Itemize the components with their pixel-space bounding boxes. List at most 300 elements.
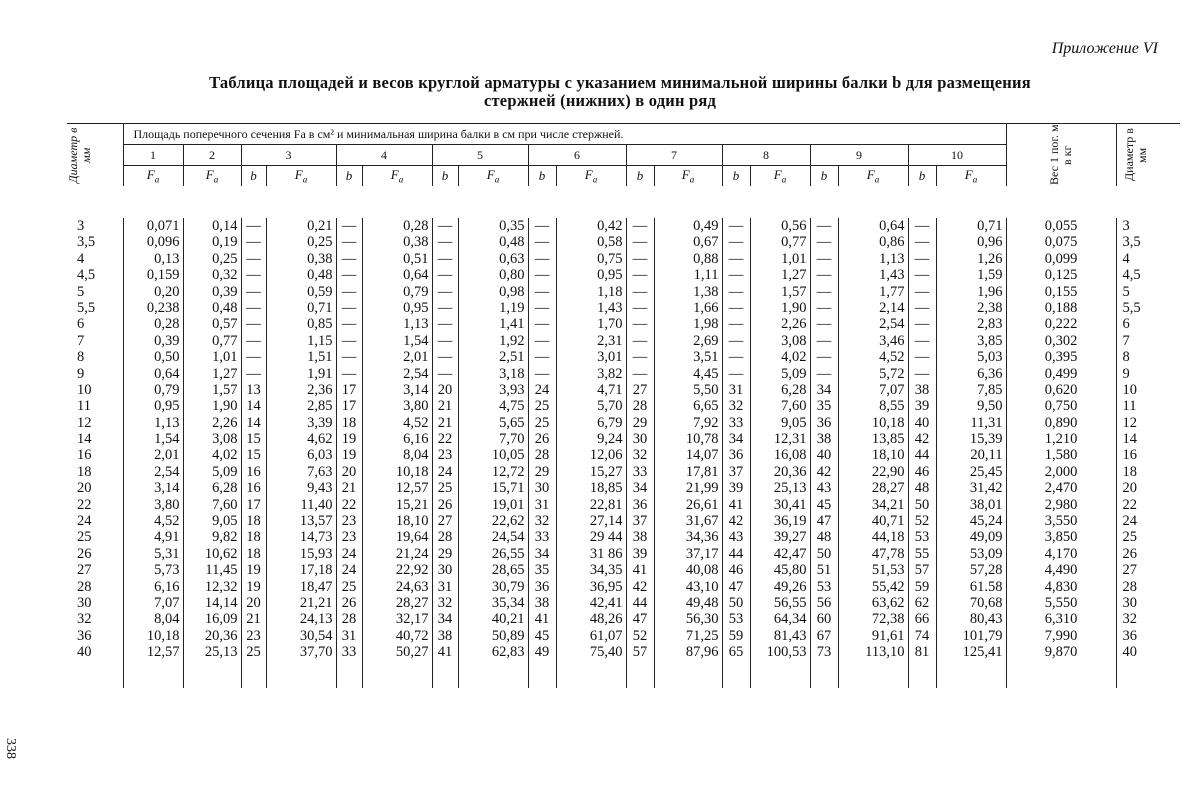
table-cell: 57,28: [969, 562, 1003, 579]
table-cell: 21,21: [299, 594, 333, 611]
table-cell: 42: [816, 463, 832, 480]
table-cell: 36: [534, 578, 550, 595]
table-cell: 19: [341, 447, 357, 464]
bar-count-header: 9: [810, 145, 908, 166]
table-cell: 30: [437, 562, 453, 579]
table-cell: 0,79: [403, 283, 429, 300]
table-cell: 4,170: [1044, 545, 1078, 562]
table-cell: 5: [77, 283, 85, 300]
table-cell: —: [341, 349, 357, 366]
table-cell: —: [341, 316, 357, 333]
table-cell: 1,57: [212, 381, 238, 398]
table-cell: 18: [341, 414, 357, 431]
weight-header-text: Вес 1 пог. м в кг: [1047, 124, 1074, 186]
table-cell: 0,64: [154, 365, 180, 382]
table-cell: 0,98: [499, 283, 525, 300]
table-cell: 6,03: [307, 447, 333, 464]
table-cell: 38: [816, 431, 832, 448]
table-cell: 12,72: [491, 463, 525, 480]
table-cell: 39: [914, 398, 930, 415]
table-cell: 36: [728, 447, 744, 464]
table-cell: 0,750: [1044, 398, 1078, 415]
table-cell: 43: [728, 529, 744, 546]
table-cell: 5,72: [879, 365, 905, 382]
table-cell: 5,09: [781, 365, 807, 382]
table-cell: 0,620: [1044, 381, 1078, 398]
table-cell: 4,02: [212, 447, 238, 464]
table-cell: 31,42: [969, 480, 1003, 497]
weight-header: [1006, 124, 1116, 186]
table-cell: 36,19: [773, 513, 807, 530]
table-cell: —: [437, 234, 453, 251]
table-cell: 2,54: [154, 463, 180, 480]
table-cell: —: [246, 349, 261, 366]
table-cell: 4,52: [879, 349, 905, 366]
table-cell: 38: [914, 381, 930, 398]
table-cell: 50: [914, 496, 930, 513]
table-cell: 1,98: [693, 316, 719, 333]
table-cell: 22: [341, 496, 357, 513]
table-cell: 11: [1122, 398, 1137, 415]
table-cell: 10,18: [146, 627, 180, 644]
table-cell: —: [728, 267, 744, 284]
table-cell: 31,67: [685, 513, 719, 530]
table-cell: 32: [1122, 611, 1137, 628]
table-cell: 62,83: [491, 644, 525, 661]
table-cell: —: [816, 218, 832, 234]
table-cell: —: [341, 365, 357, 382]
body-spacer-cell: [67, 186, 1156, 218]
table-cell: —: [816, 283, 832, 300]
table-cell: 3,51: [693, 349, 719, 366]
table-cell: 0,71: [977, 218, 1003, 234]
table-cell: —: [632, 218, 648, 234]
table-cell: 0,38: [403, 234, 429, 251]
column-diameters: [67, 218, 123, 688]
table-cell: 9,50: [977, 398, 1003, 415]
table-cell: 4,71: [597, 381, 623, 398]
table-cell: 19,64: [395, 529, 429, 546]
table-cell: —: [632, 349, 648, 366]
table-cell: 81,43: [773, 627, 807, 644]
table-cell: 0,95: [403, 299, 429, 316]
table-cell: 37: [632, 513, 648, 530]
table-cell: 0,25: [212, 250, 238, 267]
table-cell: 62: [914, 594, 930, 611]
table-cell: —: [534, 283, 550, 300]
table-cell: 35: [534, 562, 550, 579]
table-cell: 0,28: [154, 316, 180, 333]
table-cell: —: [246, 234, 261, 251]
table-cell: 101,79: [962, 627, 1003, 644]
table-cell: 52: [914, 513, 930, 530]
column-fa7: [654, 218, 722, 688]
table-cell: 1,51: [307, 349, 333, 366]
table-cell: 34: [534, 545, 550, 562]
area-subheader: $F_a$: [936, 166, 1006, 187]
table-cell: 25,13: [773, 480, 807, 497]
table-cell: 28,65: [491, 562, 525, 579]
table-cell: 2,980: [1044, 496, 1078, 513]
table-cell: 0,77: [212, 332, 238, 349]
table-cell: 40,71: [871, 513, 905, 530]
table-cell: 18: [246, 545, 261, 562]
table-cell: 5,5: [77, 299, 96, 316]
table-cell: —: [632, 299, 648, 316]
table-cell: 0,39: [212, 283, 238, 300]
table-cell: 19,01: [491, 496, 525, 513]
table-cell: 1,70: [597, 316, 623, 333]
table-cell: 26: [1122, 545, 1137, 562]
table-cell: 49,09: [969, 529, 1003, 546]
table-cell: —: [728, 332, 744, 349]
table-cell: 14,73: [299, 529, 333, 546]
table-cell: 1,26: [977, 250, 1003, 267]
table-cell: 0,48: [212, 299, 238, 316]
table-cell: 37,70: [299, 644, 333, 661]
table-cell: 3,01: [597, 349, 623, 366]
table-cell: 41: [728, 496, 744, 513]
table-cell: 0,099: [1044, 250, 1078, 267]
table-cell: 21: [437, 414, 453, 431]
table-cell: 22,90: [871, 463, 905, 480]
table-cell: 34: [632, 480, 648, 497]
table-cell: 1,19: [499, 299, 525, 316]
table-cell: 4: [77, 250, 85, 267]
diameter-header-left-text: Диаметр в мм: [66, 127, 93, 183]
beam-width-subheader: b: [626, 166, 654, 187]
table-cell: 17: [246, 496, 261, 513]
table-cell: 32: [437, 594, 453, 611]
body-spacer: [67, 186, 1156, 218]
table-cell: 49,48: [685, 594, 719, 611]
table-cell: 4,62: [307, 431, 333, 448]
table-cell: 35,34: [491, 594, 525, 611]
table-cell: 1,01: [781, 250, 807, 267]
table-cell: 16: [246, 480, 261, 497]
table-cell: 12,57: [395, 480, 429, 497]
table-cell: —: [341, 218, 357, 234]
table-cell: 3,82: [597, 365, 623, 382]
table-cell: 25: [534, 414, 550, 431]
table-cell: 4,52: [154, 513, 180, 530]
beam-width-subheader: b: [528, 166, 556, 187]
table-cell: 1,77: [879, 283, 905, 300]
table-cell: 2,83: [977, 316, 1003, 333]
table-cell: 45,80: [773, 562, 807, 579]
table-cell: 61.58: [969, 578, 1003, 595]
table-cell: 40,08: [685, 562, 719, 579]
page-number: 338: [3, 738, 18, 759]
table-cell: 8,04: [403, 447, 429, 464]
table-cell: 5,50: [693, 381, 719, 398]
table-cell: —: [341, 250, 357, 267]
table-cell: 65: [728, 644, 744, 661]
table-cell: 10,18: [395, 463, 429, 480]
table-cell: 25: [246, 644, 261, 661]
table-cell: 34,35: [589, 562, 623, 579]
table-cell: 39: [728, 480, 744, 497]
table-cell: 113,10: [865, 644, 905, 661]
table-cell: 4,45: [693, 365, 719, 382]
table-cell: 22: [437, 431, 453, 448]
table-cell: 23: [341, 513, 357, 530]
table-cell: 12: [77, 414, 92, 431]
table-cell: 33: [534, 529, 550, 546]
table-cell: 42,41: [589, 594, 623, 611]
column-b4: [336, 218, 362, 688]
table-cell: 4,52: [403, 414, 429, 431]
diameter-header-right-text: Диаметр в мм: [1122, 128, 1150, 182]
table-cell: 36: [77, 627, 92, 644]
table-cell: 1,41: [499, 316, 525, 333]
table-cell: 27: [77, 562, 92, 579]
table-cell: 36: [1122, 627, 1137, 644]
table-cell: —: [437, 332, 453, 349]
table-cell: 7,85: [977, 381, 1003, 398]
table-cell: 2,26: [212, 414, 238, 431]
table-cell: —: [534, 316, 550, 333]
table-cell: 2,14: [879, 299, 905, 316]
table-cell: 59: [914, 578, 930, 595]
column-b8: [722, 218, 750, 688]
table-cell: 34: [816, 381, 832, 398]
beam-width-subheader: b: [336, 166, 362, 187]
table-cell: 10: [77, 381, 92, 398]
table-cell: 23: [246, 627, 261, 644]
table-cell: 8,04: [154, 611, 180, 628]
table-cell: 3,46: [879, 332, 905, 349]
table-cell: 6,36: [977, 365, 1003, 382]
table-cell: 14: [77, 431, 92, 448]
beam-width-subheader: b: [908, 166, 936, 187]
table-cell: 7,60: [212, 496, 238, 513]
area-subheader: $F_a$: [362, 166, 432, 187]
table-cell: 18,47: [299, 578, 333, 595]
table-cell: 47: [816, 513, 832, 530]
table-cell: 28,27: [395, 594, 429, 611]
table-cell: —: [914, 283, 930, 300]
table-cell: 8: [1122, 349, 1130, 366]
table-cell: 21,99: [685, 480, 719, 497]
table-cell: 0,13: [154, 250, 180, 267]
table-cell: 1,96: [977, 283, 1003, 300]
table-cell: 0,51: [403, 250, 429, 267]
table-cell: 0,28: [403, 218, 429, 234]
table-cell: —: [632, 283, 648, 300]
table-cell: 1,91: [307, 365, 333, 382]
table-cell: 3,14: [403, 381, 429, 398]
table-cell: 37,17: [685, 545, 719, 562]
table-cell: 42: [632, 578, 648, 595]
table-cell: —: [341, 267, 357, 284]
table-cell: 15,27: [589, 463, 623, 480]
table-cell: 11: [77, 398, 91, 415]
table-cell: 50,27: [395, 644, 429, 661]
table-cell: 0,39: [154, 332, 180, 349]
table-cell: 22: [77, 496, 92, 513]
table-cell: 80,43: [969, 611, 1003, 628]
table-cell: 0,499: [1044, 365, 1078, 382]
table-cell: —: [246, 267, 261, 284]
table-cell: 12,31: [773, 431, 807, 448]
table-cell: 0,42: [597, 218, 623, 234]
table-cell: 34: [728, 431, 744, 448]
table-cell: 43,10: [685, 578, 719, 595]
table-cell: —: [728, 349, 744, 366]
table-cell: —: [534, 250, 550, 267]
table-cell: 12,57: [146, 644, 180, 661]
table-cell: 6,16: [154, 578, 180, 595]
table-cell: 10: [1122, 381, 1137, 398]
area-subheader: $F_a$: [458, 166, 528, 187]
table-cell: 47,78: [871, 545, 905, 562]
table-cell: —: [341, 283, 357, 300]
table-cell: 48,26: [589, 611, 623, 628]
table-cell: 10,78: [685, 431, 719, 448]
table-cell: 31: [728, 381, 744, 398]
table-cell: 20,36: [204, 627, 238, 644]
bar-count-header: 1: [123, 145, 183, 166]
title-line-1: Таблица площадей и весов круглой арматуры с указанием минимальной ширины балки b для размещения: [209, 73, 1031, 92]
table-cell: 18,10: [395, 513, 429, 530]
column-weight: [1006, 218, 1116, 688]
table-cell: 10,62: [204, 545, 238, 562]
table-cell: 31: [534, 496, 550, 513]
table-cell: 41: [437, 644, 453, 661]
table-cell: 0,48: [307, 267, 333, 284]
table-cell: 17,81: [685, 463, 719, 480]
table-cell: —: [914, 267, 930, 284]
table-cell: 2,01: [403, 349, 429, 366]
table-cell: 21,24: [395, 545, 429, 562]
table-cell: 74: [914, 627, 930, 644]
column-diameters-right: [1116, 218, 1156, 688]
table-cell: 3,85: [977, 332, 1003, 349]
table-cell: —: [437, 349, 453, 366]
table-cell: 3,08: [212, 431, 238, 448]
table-cell: 0,35: [499, 218, 525, 234]
table-cell: 26: [437, 496, 453, 513]
table-cell: 27,14: [589, 513, 623, 530]
table-cell: 40: [1122, 644, 1137, 661]
table-cell: 7,70: [499, 431, 525, 448]
table-cell: 45: [534, 627, 550, 644]
table-cell: 0,77: [781, 234, 807, 251]
table-cell: 91,61: [871, 627, 905, 644]
table-cell: 37: [728, 463, 744, 480]
table-body: [67, 186, 1156, 688]
table-cell: 56,55: [773, 594, 807, 611]
table-cell: 6: [1122, 316, 1130, 333]
table-cell: 51,53: [871, 562, 905, 579]
table-cell: —: [246, 332, 261, 349]
table-cell: 32: [534, 513, 550, 530]
table-cell: 9,05: [212, 513, 238, 530]
table-cell: 31: [341, 627, 357, 644]
table-cell: 50: [728, 594, 744, 611]
table-cell: 22,62: [491, 513, 525, 530]
column-b3: [241, 218, 266, 688]
table-cell: 33: [341, 644, 357, 661]
table-cell: 3,80: [403, 398, 429, 415]
table-cell: 7,92: [693, 414, 719, 431]
table-cell: 24,63: [395, 578, 429, 595]
table-cell: 1,66: [693, 299, 719, 316]
sub-header-row: [67, 166, 1156, 187]
table-cell: 24,13: [299, 611, 333, 628]
table-cell: 0,188: [1044, 299, 1078, 316]
table-cell: 0,075: [1044, 234, 1078, 251]
table-cell: 26,61: [685, 496, 719, 513]
table-cell: 2,54: [879, 316, 905, 333]
table-cell: 3,18: [499, 365, 525, 382]
table-cell: 0,88: [693, 250, 719, 267]
table-cell: 31 86: [589, 545, 623, 562]
table-cell: 44: [914, 447, 930, 464]
table-cell: 13,57: [299, 513, 333, 530]
table-title: [0, 74, 1200, 110]
table-cell: 3,5: [77, 234, 96, 251]
table-cell: 50,89: [491, 627, 525, 644]
table-cell: 6,310: [1044, 611, 1078, 628]
table-cell: 33: [728, 414, 744, 431]
table-cell: 52: [632, 627, 648, 644]
table-cell: 18: [246, 513, 261, 530]
table-cell: 41: [632, 562, 648, 579]
column-fa2: [183, 218, 241, 688]
table-cell: —: [816, 316, 832, 333]
table-cell: —: [914, 250, 930, 267]
area-subheader: $F_a$: [266, 166, 336, 187]
table-cell: —: [816, 267, 832, 284]
table-cell: 1,90: [781, 299, 807, 316]
table-cell: 30: [632, 431, 648, 448]
bar-count-header: 2: [183, 145, 241, 166]
table-cell: 38: [437, 627, 453, 644]
table-cell: 57: [632, 644, 648, 661]
table-cell: —: [728, 365, 744, 382]
table-cell: 1,43: [879, 267, 905, 284]
table-cell: 5,550: [1044, 594, 1078, 611]
table-cell: 63,62: [871, 594, 905, 611]
column-fa6: [556, 218, 626, 688]
table-cell: 20: [1122, 480, 1137, 497]
table-cell: 4,91: [154, 529, 180, 546]
table-cell: 0,055: [1044, 218, 1078, 234]
bar-count-header: 3: [241, 145, 336, 166]
table-cell: —: [914, 299, 930, 316]
table-cell: 9,870: [1044, 644, 1078, 661]
table-cell: 1,18: [597, 283, 623, 300]
table-cell: 45,24: [969, 513, 1003, 530]
table-cell: 14,07: [685, 447, 719, 464]
table-cell: 44: [632, 594, 648, 611]
table-cell: 0,86: [879, 234, 905, 251]
table-cell: 12,06: [589, 447, 623, 464]
table-cell: 45: [816, 496, 832, 513]
table-cell: 1,210: [1044, 431, 1078, 448]
table-cell: 34,21: [871, 496, 905, 513]
table-cell: 28: [534, 447, 550, 464]
table-cell: —: [246, 316, 261, 333]
table-cell: 22,81: [589, 496, 623, 513]
table-cell: 0,32: [212, 267, 238, 284]
table-cell: 20: [341, 463, 357, 480]
table-cell: 0,19: [212, 234, 238, 251]
table-cell: 1,27: [212, 365, 238, 382]
table-cell: 36,95: [589, 578, 623, 595]
